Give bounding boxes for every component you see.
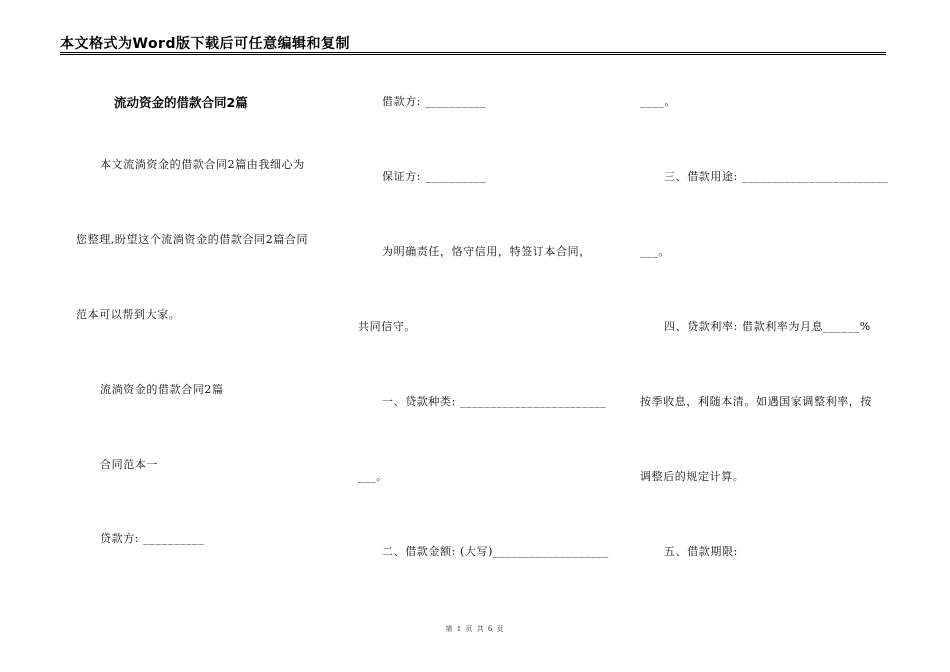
header-title: 本文格式为Word版下载后可任意编辑和复制 bbox=[60, 36, 350, 52]
col3-line-5: 按季收息，利随本清。如遇国家调整利率，按 bbox=[640, 395, 872, 408]
col1-line-5: 合同范本一 bbox=[100, 458, 158, 471]
col2-line-1: 借款方: __________ bbox=[382, 95, 487, 108]
col1-line-1: 本文流淌资金的借款合同2篇由我细心为 bbox=[100, 158, 305, 171]
col1-line-4: 流淌资金的借款合同2篇 bbox=[100, 383, 224, 396]
col2-line-7: 二、借款金额: (大写)___________________ bbox=[382, 545, 609, 558]
col3-line-2: 三、借款用途: ________________________ bbox=[664, 170, 889, 183]
col2-line-3: 为明确责任，恪守信用，特签订本合同， bbox=[382, 245, 591, 258]
header-rule bbox=[60, 52, 886, 53]
col3-line-1: ____。 bbox=[640, 95, 676, 108]
page-footer: 第 1 页 共 6 页 bbox=[445, 625, 505, 633]
col1-line-2: 您整理,盼望这个流淌资金的借款合同2篇合同 bbox=[76, 233, 309, 246]
col2-line-5: 一、贷款种类: ________________________ bbox=[382, 395, 607, 408]
col3-line-6: 调整后的规定计算。 bbox=[640, 470, 745, 483]
document-title: 流动资金的借款合同2篇 bbox=[114, 95, 248, 110]
col2-line-6: ___。 bbox=[358, 470, 388, 483]
col3-line-3: ___。 bbox=[640, 245, 670, 258]
col3-line-4: 四、贷款利率: 借款利率为月息______% bbox=[664, 320, 871, 333]
col2-line-2: 保证方: __________ bbox=[382, 170, 487, 183]
header-rule-double bbox=[60, 54, 886, 55]
col2-line-4: 共同信守。 bbox=[358, 320, 416, 333]
col3-line-7: 五、借款期限: bbox=[664, 545, 738, 558]
col1-line-6: 贷款方: __________ bbox=[100, 532, 205, 545]
col1-line-3: 范本可以帮到大家。 bbox=[76, 308, 181, 321]
